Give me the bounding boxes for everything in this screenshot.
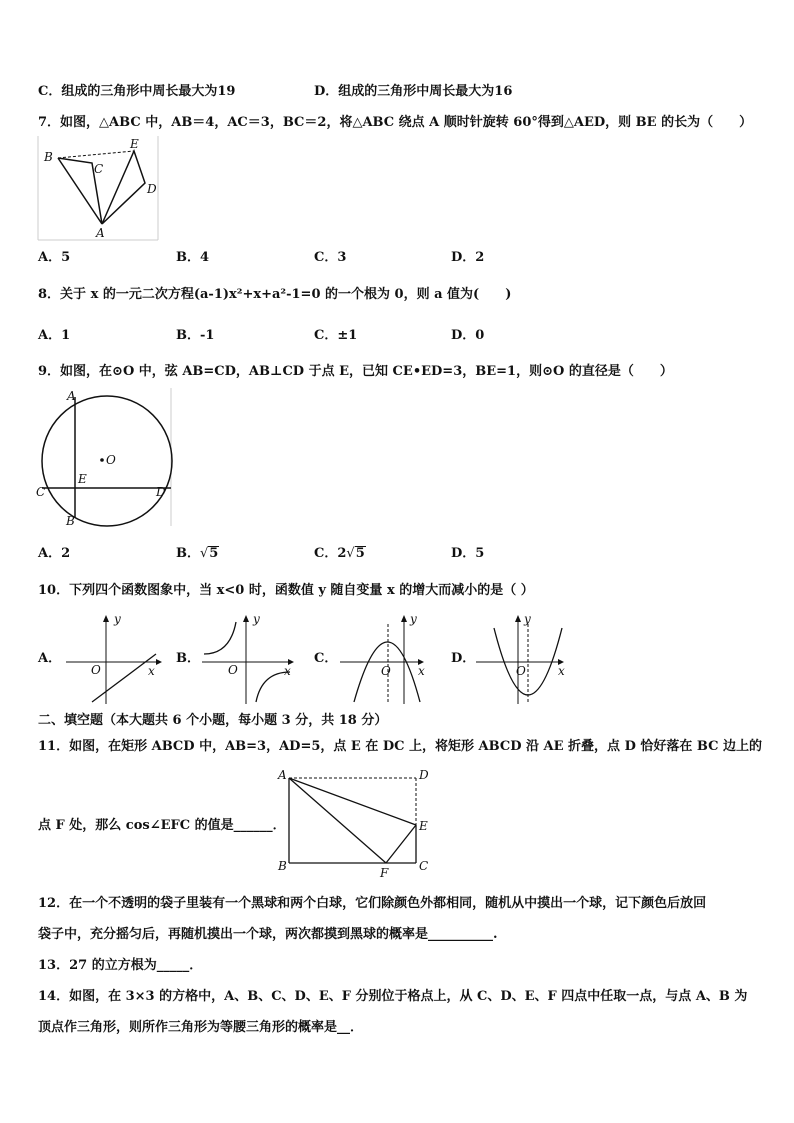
q14-line-2: 顶点作三角形，则所作三角形为等腰三角形的概率是__． xyxy=(38,1020,364,1035)
q10b-x-label: x xyxy=(284,664,291,678)
q7-option-c: C．3 xyxy=(314,250,347,265)
q10-option-d: D． xyxy=(451,651,476,666)
q11-label-b: B xyxy=(278,859,287,873)
q7-option-b: B．4 xyxy=(176,250,210,265)
q12-line-2: 袋子中，充分摇匀后，再随机摸出一个球，两次都摸到黑球的概率是__________. xyxy=(38,927,498,942)
q8-stem: 8．关于 x 的一元二次方程(a-1)x²+x+a²-1=0 的一个根为 0，则 a 值为( ) xyxy=(38,287,512,302)
q9-label-d: D xyxy=(156,485,166,499)
q8-option-b: B．-1 xyxy=(176,328,215,343)
q11-label-f: F xyxy=(380,866,389,880)
q9-label-a: A xyxy=(67,389,76,403)
q10-graph-b xyxy=(200,612,300,708)
q10d-origin-label: O xyxy=(516,664,526,678)
q11-label-a: A xyxy=(278,768,287,782)
q10a-origin-label: O xyxy=(91,663,101,677)
q7-label-e: E xyxy=(130,137,139,151)
q10-stem: 10．下列四个函数图象中，当 x<0 时，函数值 y 随自变量 x 的增大而减小的是（ ） xyxy=(38,583,534,598)
q11-label-d: D xyxy=(419,768,429,782)
q10-graph-c xyxy=(338,612,438,708)
section-2-heading: 二、填空题（本大题共 6 个小题，每小题 3 分，共 18 分） xyxy=(38,713,388,728)
q10b-y-label: y xyxy=(253,612,260,626)
q6-option-d: D．组成的三角形中周长最大为16 xyxy=(314,84,513,99)
q9-stem: 9．如图，在⊙O 中，弦 AB=CD，AB⊥CD 于点 E，已知 CE•ED=3，BE=1，则⊙O 的直径是（ ） xyxy=(38,364,673,379)
q10-option-c: C． xyxy=(314,651,338,666)
q11-label-c: C xyxy=(419,859,429,873)
q9-figure xyxy=(36,388,172,528)
q10d-x-label: x xyxy=(558,664,565,678)
q11-line-2: 点 F 处，那么 cos∠EFC 的值是______． xyxy=(38,818,286,833)
q9-option-d: D．5 xyxy=(451,546,485,561)
q14-line-1: 14．如图，在 3×3 的方格中，A、B、C、D、E、F 分别位于格点上，从 C、D、E、F 四点中任取一点，与点 A、B 为 xyxy=(38,989,748,1004)
q11-label-e: E xyxy=(419,819,428,833)
q9-option-b-radicand: 5 xyxy=(209,546,219,561)
q9-label-e: E xyxy=(78,472,87,486)
q7-label-a: A xyxy=(96,226,105,240)
q8-option-a: A．1 xyxy=(38,328,71,343)
q10a-x-label: x xyxy=(148,664,155,678)
q9-option-c: C．2√5 xyxy=(314,546,365,561)
q9-label-b: B xyxy=(66,514,75,528)
q9-option-c-radicand: 5 xyxy=(355,546,365,561)
q7-figure xyxy=(38,136,160,242)
q13-line: 13．27 的立方根为_____． xyxy=(38,958,203,973)
q10c-y-label: y xyxy=(410,612,417,626)
q9-option-b-prefix: B． xyxy=(176,546,200,561)
q11-line-1: 11．如图，在矩形 ABCD 中，AB=3，AD=5，点 E 在 DC 上，将矩形 ABCD 沿 AE 折叠，点 D 恰好落在 BC 边上的 xyxy=(38,739,763,754)
q10a-y-label: y xyxy=(114,612,121,626)
q12-line-1: 12．在一个不透明的袋子里装有一个黑球和两个白球，它们除颜色外都相同，随机从中摸出一个球，记下颜色后放回 xyxy=(38,896,707,911)
q7-label-d: D xyxy=(147,182,157,196)
q8-option-d: D．0 xyxy=(451,328,485,343)
q10d-y-label: y xyxy=(524,612,531,626)
q7-option-d: D．2 xyxy=(451,250,485,265)
q6-option-c: C．组成的三角形中周长最大为19 xyxy=(38,84,236,99)
q7-stem: 7．如图，△ABC 中，AB＝4，AC＝3，BC＝2，将△ABC 绕点 A 顺时针旋转 60°得到△AED，则 BE 的长为（ ） xyxy=(38,115,753,130)
q7-label-b: B xyxy=(44,150,53,164)
q9-label-c: C xyxy=(36,485,46,499)
q9-option-c-prefix: C．2 xyxy=(314,546,347,561)
q7-label-c: C xyxy=(94,162,104,176)
q9-option-b: B．√5 xyxy=(176,546,219,561)
q10b-origin-label: O xyxy=(228,663,238,677)
q8-option-c: C．±1 xyxy=(314,328,358,343)
q9-label-o: O xyxy=(106,453,116,467)
q10-graph-a xyxy=(64,612,164,708)
q9-option-a: A．2 xyxy=(38,546,71,561)
q10-option-a: A． xyxy=(38,651,62,666)
q10c-x-label: x xyxy=(418,664,425,678)
q10-option-b: B． xyxy=(176,651,200,666)
q7-option-a: A．5 xyxy=(38,250,71,265)
q10c-origin-label: O xyxy=(381,664,391,678)
q10-graph-d xyxy=(474,612,574,708)
q11-figure xyxy=(276,766,436,878)
